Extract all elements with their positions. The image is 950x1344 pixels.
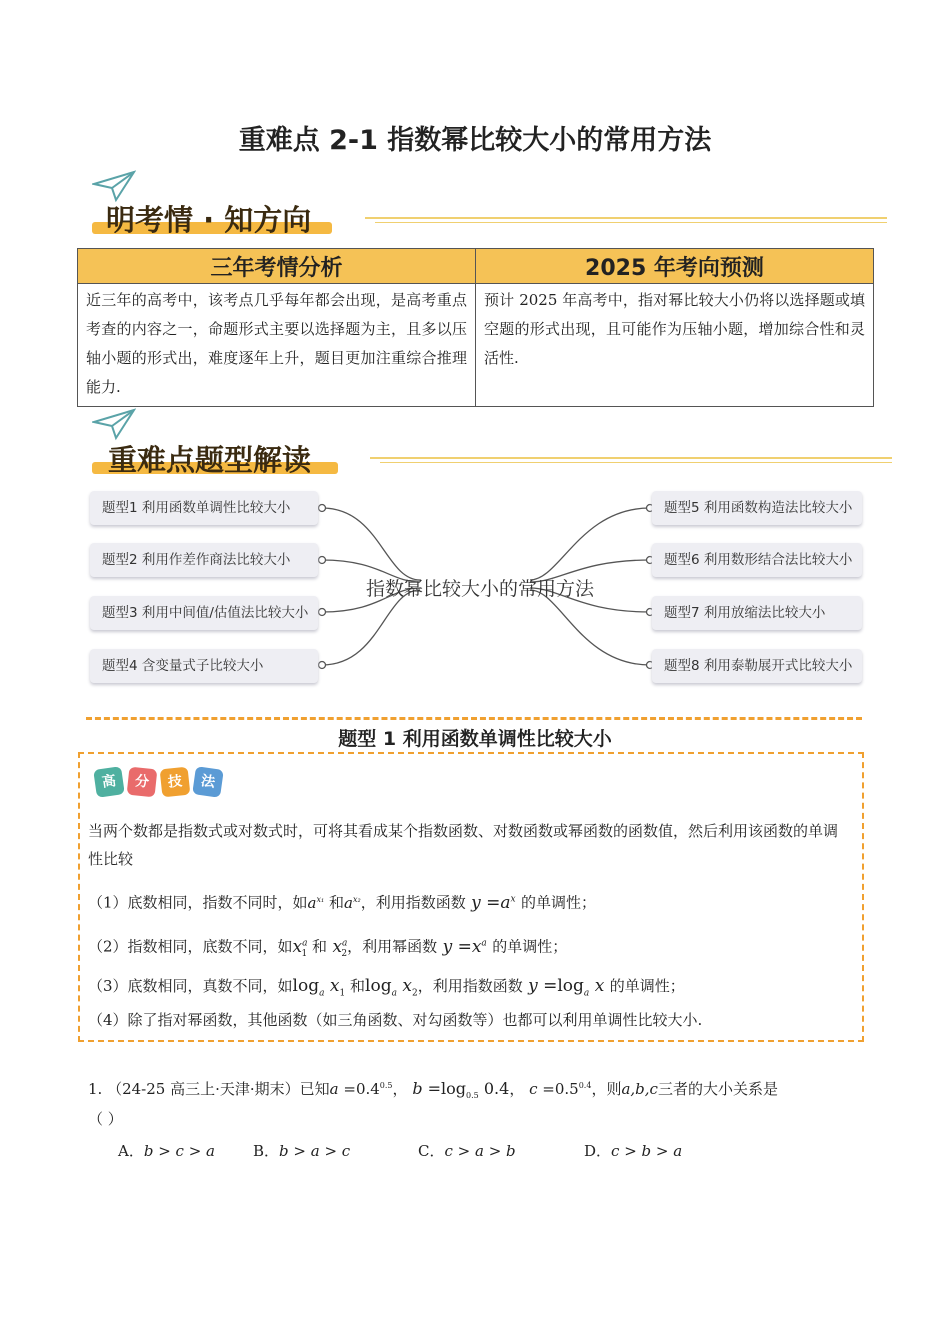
mindmap-left-1: 题型1 利用函数单调性比较大小 <box>90 491 318 525</box>
item1-text-a: （1）底数相同，指数不同时，如 <box>88 893 308 912</box>
badge-char-4: 法 <box>192 766 224 798</box>
type1-item4: （4）除了指对幂函数，其他函数（如三角函数、对勾函数等）也都可以利用单调性比较大小. <box>88 1011 703 1029</box>
mindmap-right-2: 题型6 利用数形结合法比较大小 <box>652 543 862 577</box>
item1-text-c: 的单调性； <box>520 893 596 912</box>
mindmap-right-1: 题型5 利用函数构造法比较大小 <box>652 491 862 525</box>
item1-func: $y =a^x$ <box>465 892 516 913</box>
type1-item1 <box>88 885 596 917</box>
type1-heading: 题型 1 利用函数单调性比较大小 <box>338 728 612 750</box>
col2-text: 预计 2025 年高考中，指对幂比较大小仍将以选择题或填空题的形式出现，且可能作为压轴小题，增加综合性和灵活性. <box>476 284 874 407</box>
option-b-expr: b > a > c <box>279 1142 351 1160</box>
option-b-label: B． <box>253 1142 280 1160</box>
item2-text-a: （2）指数相同，底数不同，如 <box>88 937 293 956</box>
type1-item3 <box>88 972 685 1007</box>
q1-vars: a,b,c <box>621 1080 658 1098</box>
col2-header: 2025 年考向预测 <box>476 249 874 284</box>
item1-text-b: ，利用指数函数 <box>360 893 466 912</box>
q1-expr-b: $b =\log_{0.5}$ 0.4 <box>412 1079 510 1101</box>
option-c-label: C． <box>418 1142 445 1160</box>
q1-option-b[interactable] <box>253 1137 350 1165</box>
mindmap-left-4: 题型4 含变量式子比较大小 <box>90 649 318 683</box>
item2-text-c: 的单调性； <box>492 937 568 956</box>
option-c-expr: c > a > b <box>444 1142 516 1160</box>
mindmap-right-3: 题型7 利用放缩法比较大小 <box>652 596 862 630</box>
option-d-expr: c > b > a <box>611 1142 683 1160</box>
section2-rule <box>370 457 892 459</box>
mindmap-left-2: 题型2 利用作差作商法比较大小 <box>90 543 318 577</box>
q1-option-d[interactable] <box>584 1137 682 1165</box>
q1-option-a[interactable] <box>118 1137 215 1165</box>
item1-math-a: $a^{x_1}$ <box>307 893 325 912</box>
high-score-badge <box>95 768 222 796</box>
badge-char-2: 分 <box>127 767 158 798</box>
item3-math-a: $\log_a x_1$ <box>292 976 346 999</box>
item3-text-a: （3）底数相同，真数不同，如 <box>88 977 293 995</box>
item1-math-b: $a^{x_2}$ <box>344 893 361 912</box>
q1-option-c[interactable] <box>418 1137 516 1165</box>
option-a-expr: b > c > a <box>143 1142 215 1160</box>
item3-math-b: $\log_a x_2$ <box>365 976 418 999</box>
mindmap-left-3: 题型3 利用中间值/估值法比较大小 <box>90 596 318 630</box>
q1-source: （24-25 高三上·天津·期末）已知 <box>107 1080 330 1098</box>
q1-paren: （ ） <box>88 1110 123 1128</box>
type1-intro: 当两个数都是指数式或对数式时，可将其看成某个指数函数、对数函数或幂函数的函数值，然后利用该函数的单调性比较 <box>88 822 839 868</box>
col1-text: 近三年的高考中，该考点几乎每年都会出现，是高考重点考查的内容之一，命题形式主要以选择题为主，且多以压轴小题的形式出，难度逐年上升，题目更加注重综合推理能力. <box>78 284 476 407</box>
question1: 1. （24-25 高三上·天津·期末）已知$a =0.4^{0.5}$， $b =\log_{0.5}$ 0.4， $c =0.5^{0.4}$，则a,b,c三者的大小关系是 <box>88 1079 778 1101</box>
section1-rule <box>365 217 887 219</box>
paper-plane-icon-2 <box>92 408 136 442</box>
item2-and: 和 <box>312 937 328 956</box>
q1-mid: ，则 <box>591 1080 622 1098</box>
item2-math-b: $x^a_2$ <box>327 936 348 960</box>
mindmap-right-4: 题型8 利用泰勒展开式比较大小 <box>652 649 862 683</box>
option-a-label: A． <box>118 1142 144 1160</box>
q1-expr-c: $c =0.5^{0.4}$ <box>529 1080 592 1098</box>
type1-top-dash <box>86 717 862 720</box>
badge-char-1: 高 <box>93 766 125 798</box>
item3-func: $y =\log_a$ x <box>522 976 610 999</box>
section2-rule-2 <box>380 462 892 463</box>
badge-char-3: 技 <box>160 767 191 798</box>
exam-analysis-table <box>77 248 874 407</box>
option-d-label: D． <box>584 1142 612 1160</box>
item2-math-a: $x^a_1$ <box>292 936 308 960</box>
item3-and: 和 <box>350 977 366 995</box>
col1-header: 三年考情分析 <box>78 249 476 284</box>
q1-tail: 三者的大小关系是 <box>657 1080 778 1098</box>
section1-heading: 明考情 · 知方向 <box>106 203 312 237</box>
item2-func: $y =x^a$ <box>437 936 487 957</box>
item3-text-b: ，利用指数函数 <box>417 977 523 995</box>
item3-text-c: 的单调性； <box>609 977 685 995</box>
item2-text-b: ，利用幂函数 <box>347 937 438 956</box>
type1-item2 <box>88 929 567 968</box>
section1-rule-2 <box>375 222 887 223</box>
mindmap-center: 指数幂比较大小的常用方法 <box>366 578 595 600</box>
item1-and: 和 <box>329 893 345 912</box>
q1-number: 1. <box>88 1080 103 1098</box>
page-title: 重难点 2-1 指数幂比较大小的常用方法 <box>238 125 712 156</box>
q1-expr-a: $a =0.4^{0.5}$ <box>329 1080 393 1098</box>
section2-heading: 重难点题型解读 <box>108 443 312 477</box>
